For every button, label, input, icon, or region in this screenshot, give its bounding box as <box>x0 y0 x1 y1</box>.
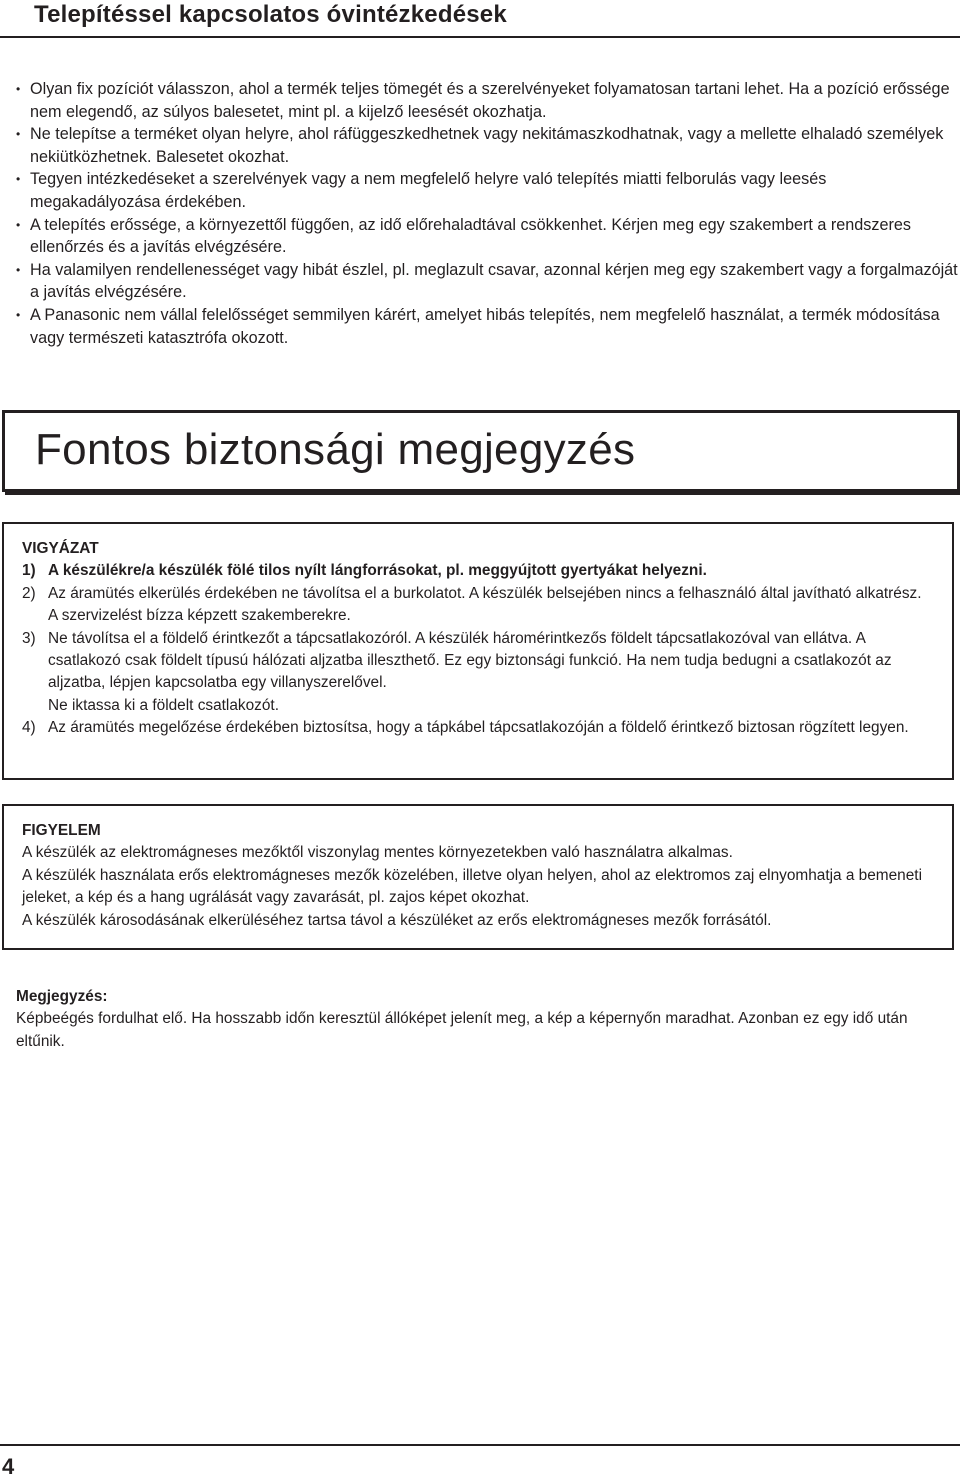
warning-item-text: Ne távolítsa el a földelő érintkezőt a tápcsatlakozóról. A készülék háromérintkezős földelt tápcsatlakozóval van ellátva. A csatlakozó csak földelt típusú hálózati aljzatba illeszthető. Ez egy biztonsági funkció. Ha nem tudja bedugni a csatlakozót az aljzatba, lépjen kapcsolatba egy villanyszerelővel. <box>48 629 892 692</box>
warning-item <box>22 583 934 628</box>
warning-item-number: 2) <box>22 584 36 602</box>
warning-item-text: A készülékre/a készülék fölé tilos nyílt lángforrásokat, pl. meggyújtott gyertyákat helyezni. <box>48 562 707 580</box>
section-header <box>0 0 960 38</box>
precaution-item: • A telepítés erőssége, a környezettől függően, az idő előrehaladtával csökkenhet. Kérjen meg egy szakembert a rendszeres ellenőrzés és a javítás elvégzésére. <box>14 214 958 259</box>
main-title-box <box>2 410 960 492</box>
note-heading: Megjegyzés: <box>16 988 108 1005</box>
precaution-item: • Tegyen intézkedéseket a szerelvények vagy a nem megfelelő helyre való telepítés miatti felborulás vagy leesés megakadályozása érdekében. <box>14 168 958 213</box>
caution-box <box>2 804 954 950</box>
warning-item-number: 3) <box>22 629 36 647</box>
warning-item <box>22 628 934 718</box>
precaution-item: • Ha valamilyen rendellenességet vagy hibát észlel, pl. meglazult csavar, azonnal kérjen meg egy szakembert vagy a forgalmazóját a javítás elvégzésére. <box>14 259 958 304</box>
warning-box <box>2 522 954 780</box>
note-text: Képbeégés fordulhat elő. Ha hosszabb időn keresztül állóképet jelenít meg, a kép a képernyőn maradhat. Azonban ez egy idő után eltűnik. <box>16 1010 908 1050</box>
section-title: Telepítéssel kapcsolatos óvintézkedések <box>34 1 507 28</box>
caution-line: A készülék használata erős elektromágneses mezők közelében, illetve olyan helyen, ahol az elektromos zaj elnyomhatja a bemeneti jeleket, a kép és a hang ugrálását vagy zavarását, pl. zajos képet okozhat. <box>22 866 922 907</box>
warning-item-number: 4) <box>22 719 36 737</box>
caution-line: A készülék az elektromágneses mezőktől viszonylag mentes környezetekben való használatra alkalmas. <box>22 844 733 862</box>
precaution-item: • Olyan fix pozíciót válasszon, ahol a termék teljes tömegét és a szerelvényeket folyamatosan tartani lehet. Ha a pozíció erőssége nem elegendő, az súlyos balesetet, mint pl. a kijelző leesését okozhatja. <box>14 78 958 123</box>
footer-divider <box>0 1444 960 1446</box>
warning-item <box>22 560 934 582</box>
warning-item-text: Az áramütés megelőzése érdekében biztosítsa, hogy a tápkábel tápcsatlakozóján a földelő érintkező biztosan rögzített legyen. <box>48 719 909 737</box>
warning-item-number: 1) <box>22 562 36 580</box>
precaution-item: • A Panasonic nem vállal felelősséget semmilyen kárért, amelyet hibás telepítés, nem megfelelő használat, a termék módosítása vagy természeti katasztrófa okozott. <box>14 304 958 349</box>
precaution-item: • Ne telepítse a terméket olyan helyre, ahol ráfüggeszkedhetnek vagy nekitámaszkodhatnak, vagy a mellette elhaladó személyek nekiütközhetnek. Balesetet okozhat. <box>14 123 958 168</box>
warning-heading: VIGYÁZAT <box>22 540 99 557</box>
warning-item-text: Az áramütés elkerülés érdekében ne távolítsa el a burkolatot. A készülék belsejében nincs a felhasználó által javítható alkatrész. A szervizelést bízza képzett szakemberekre. <box>48 584 922 625</box>
caution-heading: FIGYELEM <box>22 822 101 839</box>
precautions-list <box>14 78 958 349</box>
page-number: 4 <box>2 1454 15 1479</box>
warning-item-extra: Ne iktassa ki a földelt csatlakozót. <box>48 696 279 714</box>
note-section <box>16 986 946 1053</box>
caution-line: A készülék károsodásának elkerüléséhez tartsa távol a készüléket az erős elektromágneses mezők forrásától. <box>22 911 772 929</box>
main-title: Fontos biztonsági megjegyzés <box>35 425 636 474</box>
warning-item <box>22 717 934 739</box>
